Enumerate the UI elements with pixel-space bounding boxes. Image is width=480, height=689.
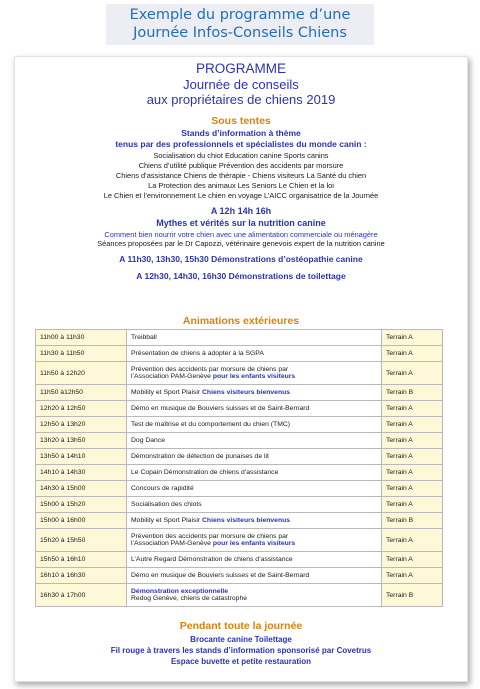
subtitle-line-2: aux propriétaires de chiens 2019 bbox=[146, 92, 336, 107]
table-row bbox=[36, 568, 443, 584]
activity-text: Le Copain Démonstration de chiens d’assistance bbox=[131, 469, 279, 476]
table-row bbox=[36, 417, 443, 433]
activity-text: Démo en musique de Bouviers suisses et de Saint-Bernard bbox=[131, 572, 310, 579]
activity-cell bbox=[127, 529, 382, 552]
page-caption bbox=[106, 4, 374, 45]
activity-text: Test de maîtrise et du comportement du chien (TMC) bbox=[131, 421, 291, 428]
table-row bbox=[36, 497, 443, 513]
terrain-cell: Terrain A bbox=[382, 529, 443, 552]
terrain-cell: Terrain B bbox=[382, 513, 443, 529]
activity-text-2: l’Association PAM-Genève pour les enfants visiteurs bbox=[131, 373, 296, 380]
activity-cell bbox=[127, 568, 382, 584]
activity-cell bbox=[127, 330, 382, 346]
terrain-cell: Terrain B bbox=[382, 385, 443, 401]
terrain-cell: Terrain B bbox=[382, 584, 443, 607]
table-row bbox=[36, 513, 443, 529]
activity-cell bbox=[127, 481, 382, 497]
terrain-cell: Terrain A bbox=[382, 346, 443, 362]
subtitle-line-1: Journée de conseils bbox=[183, 77, 299, 92]
caption-line-2: Journée Infos-Conseils Chiens bbox=[133, 25, 347, 41]
activity-cell bbox=[127, 417, 382, 433]
activity-text-2: l’Association PAM-Genève pour les enfants visiteurs bbox=[131, 540, 296, 547]
time-cell: 13h20 à 13h50 bbox=[36, 433, 127, 449]
topics-list bbox=[15, 151, 467, 201]
time-cell: 15h00 à 16h00 bbox=[36, 513, 127, 529]
program-title: PROGRAMME bbox=[195, 61, 286, 76]
table-row bbox=[36, 346, 443, 362]
activity-text: Démonstration exceptionnelle bbox=[131, 588, 229, 595]
terrain-cell: Terrain A bbox=[382, 401, 443, 417]
terrain-cell: Terrain A bbox=[382, 568, 443, 584]
nutrition-line-1: Comment bien nourrir votre chien avec une alimentation commerciale ou ménagère bbox=[104, 230, 378, 239]
activity-text: Dog Dance bbox=[131, 437, 166, 444]
stands-line-1: Stands d’information à thème bbox=[181, 128, 301, 138]
terrain-cell: Terrain A bbox=[382, 433, 443, 449]
activity-text: Treibball bbox=[131, 334, 157, 341]
table-row bbox=[36, 433, 443, 449]
allday-line-2: Fil rouge à travers les stands d’information sponsorisé par Covetrus bbox=[110, 646, 372, 655]
activity-text: Socialisation des chiots bbox=[131, 501, 202, 508]
activity-cell bbox=[127, 385, 382, 401]
table-row bbox=[36, 362, 443, 385]
allday-heading: Pendant toute la journée bbox=[179, 620, 303, 632]
terrain-cell: Terrain A bbox=[382, 362, 443, 385]
activity-highlight: Chiens visiteurs bienvenus bbox=[200, 389, 291, 396]
table-row bbox=[36, 449, 443, 465]
time-cell: 14h10 à 14h30 bbox=[36, 465, 127, 481]
allday-line-1: Brocante canine Toilettage bbox=[190, 635, 292, 644]
time-cell: 16h10 à 16h30 bbox=[36, 568, 127, 584]
activity-text: Mobility et Sport Plaisir Chiens visiteurs bienvenus bbox=[131, 389, 291, 396]
time-cell: 11h00 à 11h30 bbox=[36, 330, 127, 346]
activity-text: Démo en musique de Bouviers suisses et de Saint-Bernard bbox=[131, 405, 310, 412]
terrain-cell: Terrain A bbox=[382, 449, 443, 465]
caption-line-1: Exemple du programme d’une bbox=[129, 7, 351, 23]
terrain-cell: Terrain A bbox=[382, 330, 443, 346]
time-cell: 12h50 à 13h20 bbox=[36, 417, 127, 433]
table-row bbox=[36, 529, 443, 552]
activity-cell bbox=[127, 584, 382, 607]
table-row bbox=[36, 552, 443, 568]
allday-line-3: Espace buvette et petite restauration bbox=[170, 657, 312, 666]
table-row bbox=[36, 385, 443, 401]
activity-text: Prévention des accidents par morsure de chiens par bbox=[131, 366, 289, 373]
time-cell: 15h00 à 15h20 bbox=[36, 497, 127, 513]
activity-text: Mobility et Sport Plaisir Chiens visiteurs bienvenus bbox=[131, 517, 291, 524]
tents-heading: Sous tentes bbox=[211, 115, 271, 127]
activity-text: L’Autre Regard Démonstration de chiens d’assistance bbox=[131, 556, 293, 563]
activity-text: Concours de rapidité bbox=[131, 485, 194, 492]
activity-cell bbox=[127, 401, 382, 417]
time-cell: 13h50 à 14h10 bbox=[36, 449, 127, 465]
activity-cell bbox=[127, 552, 382, 568]
activity-cell bbox=[127, 465, 382, 481]
time-cell: 11h50 à12h50 bbox=[36, 385, 127, 401]
activity-highlight: pour les enfants visiteurs bbox=[210, 540, 296, 547]
time-cell: 14h30 à 15h00 bbox=[36, 481, 127, 497]
terrain-cell: Terrain A bbox=[382, 481, 443, 497]
activity-cell bbox=[127, 362, 382, 385]
demo-grooming: A 12h30, 14h30, 16h30 Démonstrations de toilettage bbox=[136, 271, 346, 281]
table-row bbox=[36, 465, 443, 481]
table-row bbox=[36, 330, 443, 346]
table-row bbox=[36, 584, 443, 607]
activity-text: Présentation de chiens à adopter à la SGPA bbox=[131, 350, 264, 357]
topic-line: Chiens d’utilité publique Prévention des accidents par morsure bbox=[138, 161, 344, 170]
activity-cell bbox=[127, 497, 382, 513]
terrain-cell: Terrain A bbox=[382, 552, 443, 568]
nutrition-times: A 12h 14h 16h bbox=[210, 206, 272, 216]
topic-line: Le Chien et l’environnement Le chien en voyage L’AICC organisatrice de la Journée bbox=[103, 191, 379, 200]
table-row bbox=[36, 481, 443, 497]
terrain-cell: Terrain A bbox=[382, 465, 443, 481]
activity-cell bbox=[127, 449, 382, 465]
time-cell: 15h20 à 15h50 bbox=[36, 529, 127, 552]
activity-cell bbox=[127, 433, 382, 449]
outdoor-schedule-table bbox=[35, 329, 443, 607]
activity-highlight: Chiens visiteurs bienvenus bbox=[200, 517, 291, 524]
activity-text: Démonstration de détection de punaises de lit bbox=[131, 453, 269, 460]
terrain-cell: Terrain A bbox=[382, 497, 443, 513]
time-cell: 11h30 à 11h50 bbox=[36, 346, 127, 362]
nutrition-line-2: Séances proposées par le Dr Capozzi, vétérinaire genevois expert de la nutrition canine bbox=[97, 239, 385, 248]
topic-line: Socialisation du chiot Education canine Sports canins bbox=[153, 151, 329, 160]
time-cell: 12h20 à 12h50 bbox=[36, 401, 127, 417]
program-subtitle bbox=[15, 77, 467, 107]
terrain-cell: Terrain A bbox=[382, 417, 443, 433]
topic-line: La Protection des animaux Les Seniors Le Chien et la loi bbox=[148, 181, 334, 190]
time-cell: 11h50 à 12h20 bbox=[36, 362, 127, 385]
activity-cell bbox=[127, 346, 382, 362]
table-row bbox=[36, 401, 443, 417]
demo-osteopathy: A 11h30, 13h30, 15h30 Démonstrations d’ostéopathie canine bbox=[119, 254, 363, 264]
activity-text: Prévention des accidents par morsure de chiens par bbox=[131, 533, 289, 540]
activity-cell bbox=[127, 513, 382, 529]
nutrition-title: Mythes et vérités sur la nutrition canine bbox=[156, 218, 326, 228]
time-cell: 15h50 à 16h10 bbox=[36, 552, 127, 568]
stands-line-2: tenus par des professionnels et spécialistes du monde canin : bbox=[115, 139, 367, 149]
program-document bbox=[14, 56, 468, 682]
time-cell: 16h30 à 17h00 bbox=[36, 584, 127, 607]
activity-highlight: pour les enfants visiteurs bbox=[210, 373, 296, 380]
activity-text-2: Redog Genève, chiens de catastrophe bbox=[131, 595, 248, 602]
topic-line: Chiens d’assistance Chiens de thérapie - Chiens visiteurs La Santé du chien bbox=[115, 171, 367, 180]
outdoor-heading: Animations extérieures bbox=[182, 315, 300, 327]
